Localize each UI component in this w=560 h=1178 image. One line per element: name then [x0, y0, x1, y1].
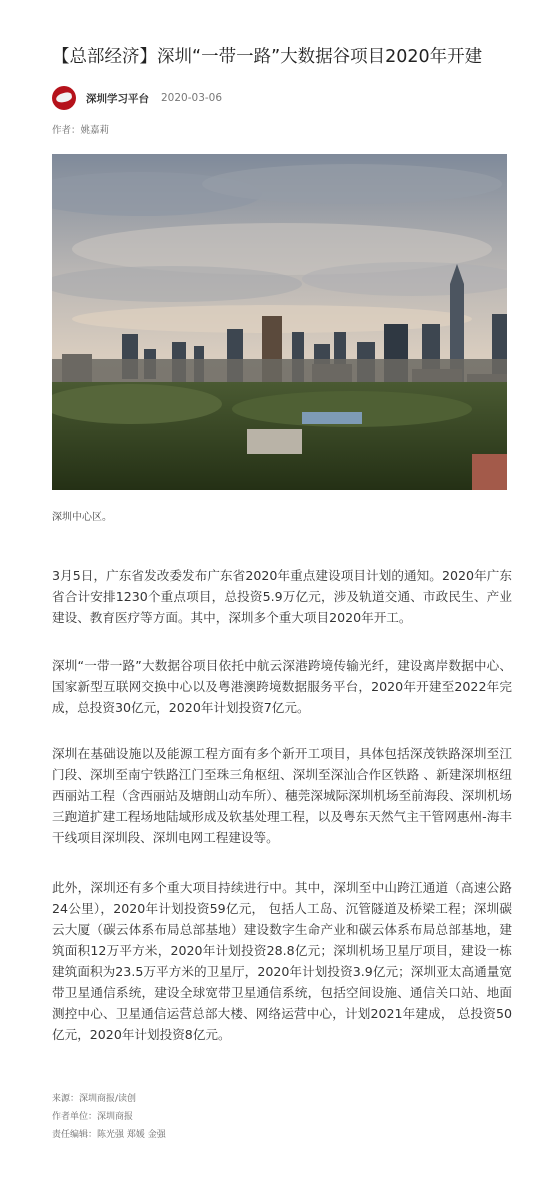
- footer-source: 来源：深圳商报/读创: [52, 1094, 137, 1104]
- paragraph-3: 深圳在基础设施以及能源工程方面有多个新开工项目，具体包括深茂铁路深圳至江门段、深圳至南宁铁路江门至珠三角枢纽、深圳至深汕合作区铁路 、新建深圳枢纽西丽站工程（含西丽站及塘朗山动车所）、穗莞深城际深圳机场至前海段、深圳机场三跑道扩建工程场地陆域形成及软基处理工程，以及粤东天然气主干管网惠州-海丰干线项目深圳段、深圳电网工程建设等。: [52, 746, 512, 845]
- publish-date: 2020-03-06: [161, 92, 223, 104]
- publisher-name[interactable]: 深圳学习平台: [86, 92, 149, 105]
- article-meta: [52, 86, 222, 110]
- article-title: 【总部经济】深圳“一带一路”大数据谷项目2020年开建: [52, 47, 483, 67]
- paragraph-2: 深圳“一带一路”大数据谷项目依托中航云深港跨境传输光纤，建设离岸数据中心、国家新型互联网交换中心以及粤港澳跨境数据服务平台，2020年开建至2022年完成，总投资30亿元，2020年计划投资7亿元。: [52, 658, 512, 715]
- footer-editors: 责任编辑：陈光强 郑媛 金强: [52, 1130, 166, 1140]
- paragraph-4: 此外，深圳还有多个重大项目持续进行中。其中，深圳至中山跨江通道（高速公路24公里），2020年计划投资59亿元， 包括人工岛、沉管隧道及桥梁工程；深圳碳云大厦（碳云体系布局总部基地）建设数字生命产业和碳云体系布局总部基地，建筑面积12万平方米，2020年计划投资28.8亿元；深圳机场卫星厅项目，建设一栋建筑面积为23.5万平方米的卫星厅，2020年计划投资3.9亿元；深圳亚太高通量宽带卫星通信系统，建设全球宽带卫星通信系统，包括空间设施、通信关口站、地面测控中心、卫星通信运营总部大楼、网络运营中心，计划2021年建成， 总投资50亿元，2020年计划投资8亿元。: [52, 880, 512, 1042]
- publisher-avatar[interactable]: [52, 86, 76, 110]
- paragraph-1: 3月5日，广东省发改委发布广东省2020年重点建设项目计划的通知。2020年广东省合计安排1230个重点项目，总投资5.9万亿元，涉及轨道交通、市政民生、产业建设、教育医疗等方面。其中，深圳多个重大项目2020年开工。: [52, 568, 512, 625]
- city-skyline-photo: [52, 154, 507, 490]
- image-caption: 深圳中心区。: [52, 512, 112, 523]
- article-author: 作者：姚嘉莉: [52, 125, 110, 136]
- footer-author-unit: 作者单位：深圳商报: [52, 1112, 134, 1122]
